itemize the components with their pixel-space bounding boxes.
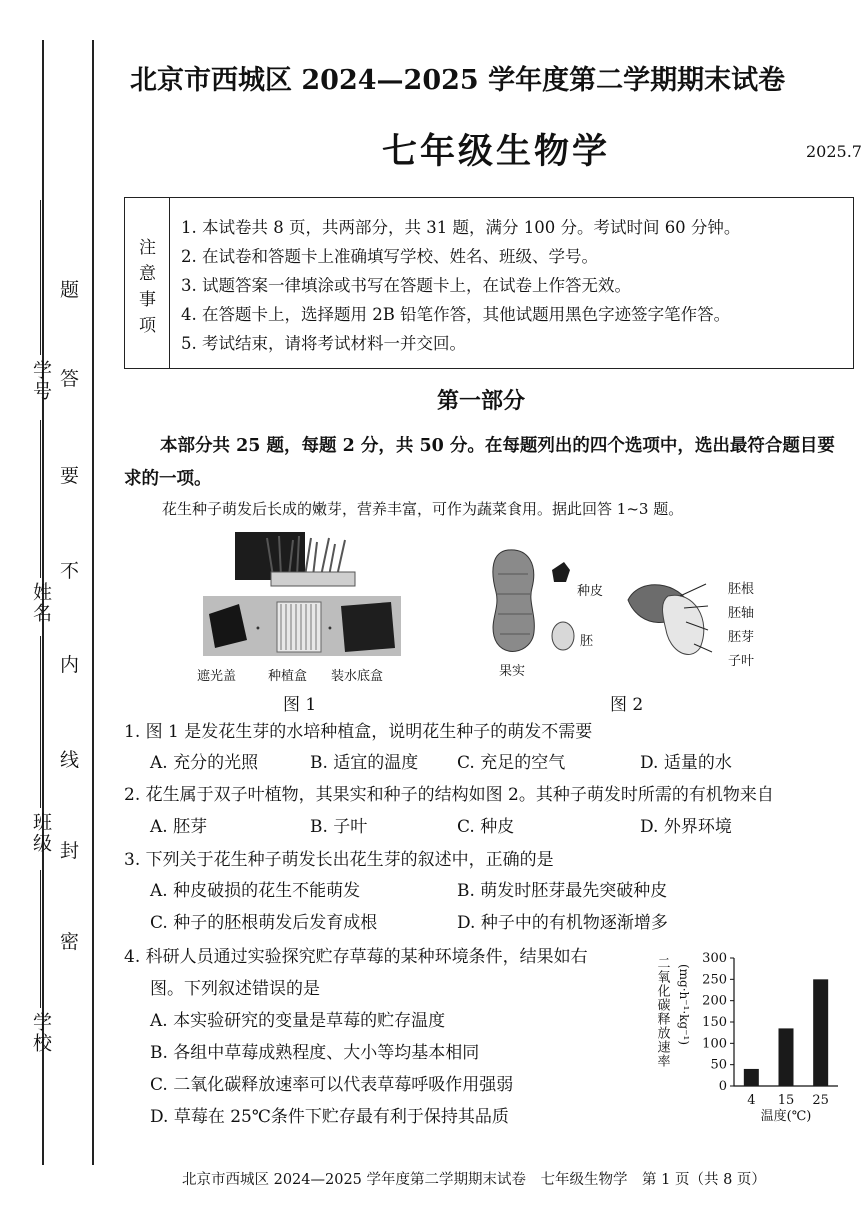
notice-heading-char: 项 <box>139 316 156 336</box>
seal-char: 答 <box>60 368 80 390</box>
svg-text:•: • <box>327 624 333 635</box>
question-1-stem: 1. 图 1 是发花生芽的水培种植盒，说明花生种子的萌发不需要 <box>124 722 593 742</box>
seal-char: 不 <box>60 560 80 582</box>
figure2-label-embryo: 胚 <box>580 634 594 649</box>
question-4-option-d: D. 草莓在 25℃条件下贮存最有利于保持其品质 <box>150 1107 509 1127</box>
question-4-option-a: A. 本实验研究的变量是草莓的贮存温度 <box>150 1011 446 1031</box>
notice-item: 3. 试题答案一律填涂或书写在答题卡上，在试卷上作答无效。 <box>181 276 631 295</box>
question-lead: 花生种子萌发后长成的嫩芽，营养丰富，可作为蔬菜食用。据此回答 1~3 题。 <box>162 500 684 518</box>
page-footer: 北京市西城区 2024—2025 学年度第二学期期末试卷 七年级生物学 第 1 页（共 8 页） <box>182 1172 766 1188</box>
question-2-option-b: B. 子叶 <box>310 817 368 837</box>
seal-char: 题 <box>60 279 80 301</box>
chart-y-tick-label: 250 <box>702 972 727 988</box>
notice-heading-char: 注 <box>139 238 156 258</box>
question-2-stem: 2. 花生属于双子叶植物，其果实和种子的结构如图 2。其种子萌发时所需的有机物来自 <box>124 785 774 805</box>
exam-title: 北京市西城区 2024—2025 学年度第二学期期末试卷 <box>130 65 786 96</box>
water-base-tray <box>341 602 395 652</box>
seal-char: 线 <box>60 749 80 771</box>
question-4-option-b: B. 各组中草莓成熟程度、大小等均基本相同 <box>150 1043 480 1063</box>
notice-box <box>124 197 854 369</box>
seal-char: 内 <box>60 654 80 676</box>
chart-bar <box>813 979 828 1086</box>
chart-y-tick-label: 100 <box>702 1036 727 1052</box>
figure1-illustration <box>195 528 405 670</box>
figure2-label-hypocotyl: 胚轴 <box>728 606 755 621</box>
question-4-stem-line1: 4. 科研人员通过实验探究贮存草莓的某种环境条件，结果如右 <box>124 947 588 967</box>
question-1-option-d: D. 适量的水 <box>640 753 732 773</box>
chart-bar <box>779 1028 794 1086</box>
chart-y-tick-label: 50 <box>710 1057 727 1073</box>
binding-line-inner <box>92 40 94 1165</box>
peanut-shell <box>493 550 534 652</box>
figure2-label-cotyledon: 子叶 <box>728 654 755 669</box>
chart-y-axis-unit: (mg·h⁻¹·kg⁻¹) <box>677 964 691 1046</box>
field-label-class: 班级 <box>30 812 52 854</box>
question-4-option-c: C. 二氧化碳释放速率可以代表草莓呼吸作用强弱 <box>150 1075 514 1095</box>
chart-x-tick-label: 25 <box>812 1093 829 1108</box>
seal-char: 密 <box>60 931 80 953</box>
subject-title: 七年级生物学 <box>382 131 611 172</box>
assembled-tray <box>271 572 355 586</box>
exam-date: 2025.7 <box>806 142 862 161</box>
question-1-option-c: C. 充足的空气 <box>457 753 566 773</box>
question-2-option-c: C. 种皮 <box>457 817 515 837</box>
field-rule-school <box>40 870 41 1008</box>
field-rule-student-id <box>40 200 41 355</box>
field-label-student-id: 学号 <box>30 360 52 402</box>
figure2-label-radicle: 胚根 <box>728 582 755 597</box>
question-4-chart <box>640 944 855 1129</box>
seed-coat <box>552 562 570 582</box>
notice-item: 4. 在答题卡上，选择题用 2B 铅笔作答，其他试题用黑色字迹签字笔作答。 <box>181 305 731 324</box>
figure1-label-tray: 种植盒 <box>268 669 308 684</box>
seal-char: 要 <box>60 465 80 487</box>
question-3-option-c: C. 种子的胚根萌发后发育成根 <box>150 913 378 933</box>
notice-item: 1. 本试卷共 8 页，共两部分，共 31 题，满分 100 分。考试时间 60 分钟。 <box>181 218 741 237</box>
notice-heading-char: 意 <box>139 264 156 284</box>
question-1-option-a: A. 充分的光照 <box>150 753 259 773</box>
question-2-option-a: A. 胚芽 <box>150 817 208 837</box>
chart-y-tick-label: 200 <box>702 993 727 1009</box>
figure2-illustration <box>480 544 720 664</box>
field-label-name: 姓名 <box>30 582 52 624</box>
notice-item: 2. 在试卷和答题卡上准确填写学校、姓名、班级、学号。 <box>181 247 598 266</box>
chart-x-axis-label: 温度(℃) <box>760 1109 812 1124</box>
part-intro-line1: 本部分共 25 题，每题 2 分，共 50 分。在每题列出的四个选项中，选出最符合题目要 <box>160 436 835 456</box>
chart-y-tick-label: 300 <box>702 951 727 966</box>
embryo-seed <box>552 622 574 650</box>
chart-y-tick-label: 0 <box>718 1079 727 1094</box>
seal-char: 封 <box>60 840 80 862</box>
figure1-label-cover: 遮光盖 <box>197 669 237 684</box>
chart-y-tick-label: 150 <box>702 1015 727 1030</box>
question-3-option-b: B. 萌发时胚芽最先突破种皮 <box>457 881 668 901</box>
question-3-option-a: A. 种皮破损的花生不能萌发 <box>150 881 361 901</box>
figure2-label-seed-coat: 种皮 <box>577 584 604 599</box>
chart-x-tick-label: 15 <box>777 1093 795 1108</box>
question-3-stem: 3. 下列关于花生种子萌发长出花生芽的叙述中，正确的是 <box>124 850 554 870</box>
figure2-label-fruit: 果实 <box>499 664 526 679</box>
notice-item: 5. 考试结束，请将考试材料一并交回。 <box>181 334 466 353</box>
question-1-option-b: B. 适宜的温度 <box>310 753 419 773</box>
figure1-caption: 图 1 <box>283 695 317 715</box>
part-intro-line2: 求的一项。 <box>124 469 212 489</box>
field-rule-name <box>40 420 41 578</box>
figure1-label-base: 装水底盒 <box>331 669 384 684</box>
field-rule-class <box>40 636 41 808</box>
notice-heading-char: 事 <box>139 290 156 310</box>
figure2-caption: 图 2 <box>610 695 644 715</box>
chart-y-axis-label: 二氧化碳释放速率 <box>654 956 670 1068</box>
field-label-school: 学校 <box>30 1012 52 1054</box>
notice-heading <box>125 198 170 368</box>
question-4-stem-line2: 图。下列叙述错误的是 <box>150 979 320 999</box>
svg-text:•: • <box>255 624 261 635</box>
chart-x-tick-label: 4 <box>747 1093 756 1108</box>
question-2-option-d: D. 外界环境 <box>640 817 732 837</box>
chart-bar <box>744 1069 759 1086</box>
figure2-label-plumule: 胚芽 <box>728 630 755 645</box>
question-3-option-d: D. 种子中的有机物逐渐增多 <box>457 913 668 933</box>
part-title: 第一部分 <box>437 388 526 414</box>
planting-tray <box>277 602 321 652</box>
